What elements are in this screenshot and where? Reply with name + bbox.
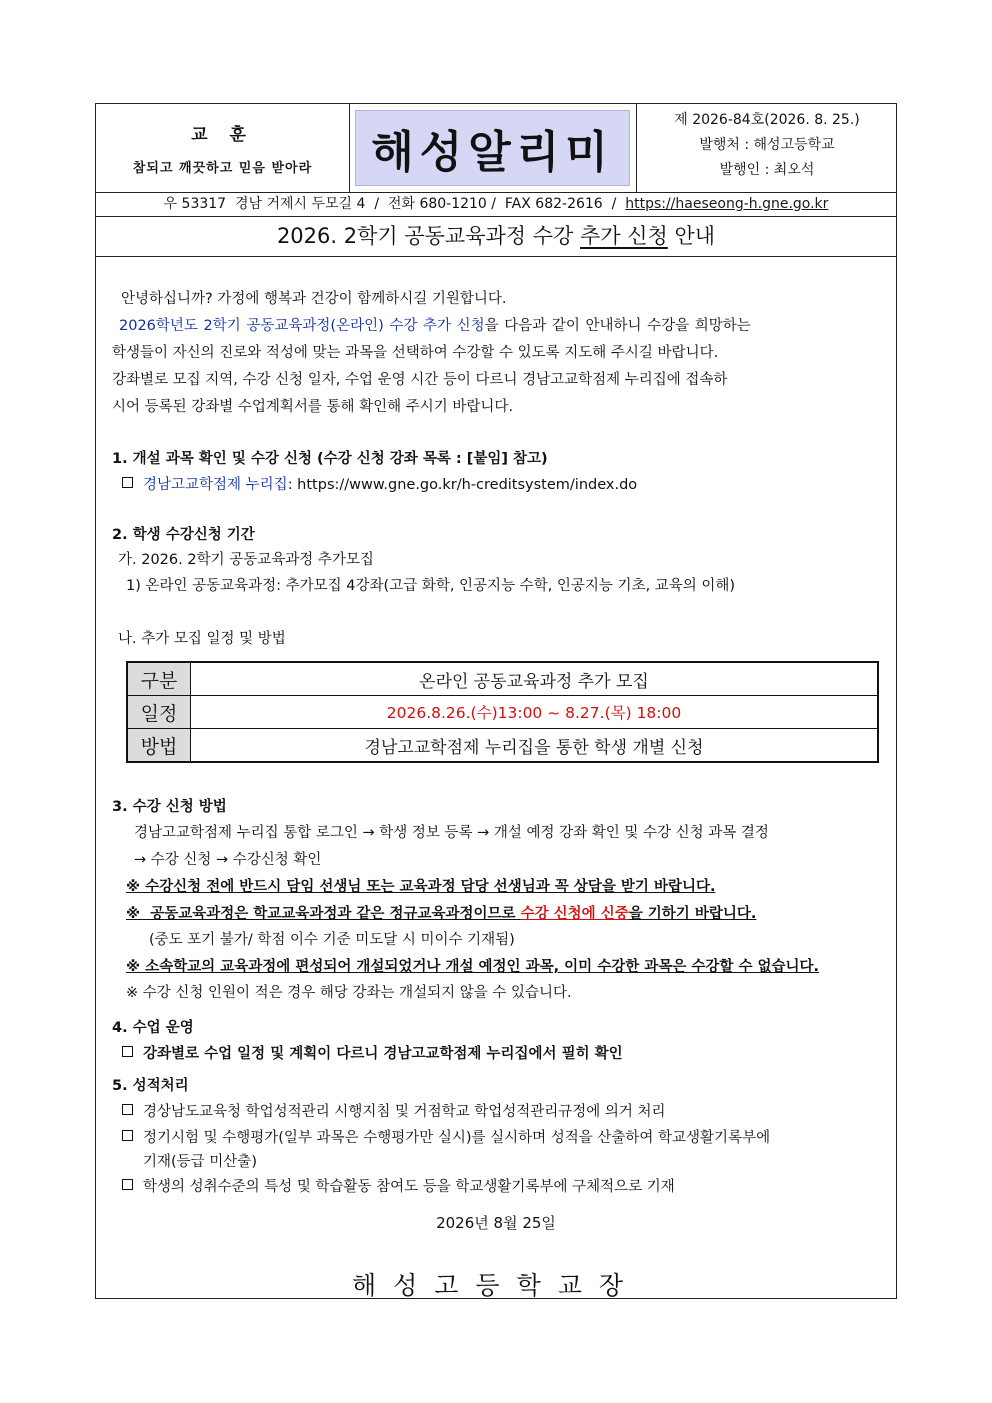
section-5-item-2-text: 정기시험 및 수행평가(일부 과목은 수행평가만 실시)를 실시하며 성적을 산출하여 학교생활기록부에 bbox=[143, 1130, 771, 1146]
note-2-red: 수강 신청에 신중 bbox=[520, 906, 629, 922]
section-2-sub-a: 가. 2026. 2학기 공동교육과정 추가모집 bbox=[118, 552, 374, 568]
intro-highlight: 2026학년도 2학기 공동교육과정(온라인) 수강 추가 신청 bbox=[119, 318, 485, 334]
checkbox-icon bbox=[122, 1130, 133, 1141]
table-label-schedule: 일정 bbox=[127, 696, 191, 729]
intro-line-3: 학생들이 자신의 진로와 적성에 맞는 과목을 선택하여 수강할 수 있도록 지도해 주시길 바랍니다. bbox=[112, 345, 719, 361]
school-url-link[interactable]: https://haeseong-h.gne.go.kr bbox=[625, 196, 829, 212]
title-pre: 2026. 2학기 공동교육과정 수강 bbox=[276, 224, 580, 248]
section-5-heading: 5. 성적처리 bbox=[112, 1078, 189, 1094]
intro-line-2-rest: 을 다음과 같이 안내하니 수강을 희망하는 bbox=[484, 318, 751, 334]
section-3-note-3: ※ 소속학교의 교육과정에 편성되어 개설되었거나 개설 예정인 과목, 이미 수강한 과목은 수강할 수 없습니다. bbox=[126, 959, 820, 975]
publication-info bbox=[637, 104, 897, 192]
school-motto bbox=[96, 104, 350, 192]
schedule-table bbox=[126, 661, 879, 763]
section-1-item bbox=[122, 475, 637, 495]
table-value-category: 온라인 공동교육과정 추가 모집 bbox=[191, 662, 879, 696]
section-4-item bbox=[122, 1044, 623, 1064]
checkbox-icon bbox=[122, 1104, 133, 1115]
motto-title: 교 훈 bbox=[191, 125, 254, 145]
portal-label: 경남고교학점제 누리집 bbox=[143, 477, 288, 493]
table-row bbox=[127, 729, 878, 763]
section-4-heading: 4. 수업 운영 bbox=[112, 1020, 194, 1036]
checkbox-icon bbox=[122, 477, 133, 488]
checkbox-icon bbox=[122, 1179, 133, 1190]
portal-url[interactable]: : https://www.gne.go.kr/h-creditsystem/index.do bbox=[287, 477, 638, 493]
address-bar bbox=[96, 192, 896, 217]
section-3-note-2-sub: (중도 포기 불가/ 학점 이수 기준 미도달 시 미이수 기재됨) bbox=[149, 932, 515, 948]
section-2-sub-b: 나. 추가 모집 일정 및 방법 bbox=[118, 631, 286, 647]
table-row bbox=[127, 662, 878, 696]
section-5-item-1-text: 경상남도교육청 학업성적관리 시행지침 및 거점학교 학업성적관리규정에 의거 처리 bbox=[143, 1104, 666, 1120]
motto-text: 참되고 깨끗하고 믿음 받아라 bbox=[132, 161, 313, 176]
section-5-item-1 bbox=[122, 1102, 666, 1122]
section-2-heading: 2. 학생 수강신청 기간 bbox=[112, 527, 255, 543]
table-row bbox=[127, 696, 878, 729]
doc-number: 제 2026-84호(2026. 8. 25.) bbox=[674, 112, 860, 128]
banner-cell bbox=[349, 104, 637, 192]
intro-line-2 bbox=[119, 316, 751, 336]
title-post: 안내 bbox=[667, 224, 716, 248]
section-5-item-3 bbox=[122, 1177, 675, 1197]
section-1-heading: 1. 개설 과목 확인 및 수강 신청 (수강 신청 강좌 목록 : [붙임] 참고) bbox=[112, 451, 548, 467]
publisher: 발행처 : 해성고등학교 bbox=[699, 137, 835, 153]
section-2-sub-a1: 1) 온라인 공동교육과정: 추가모집 4강좌(고급 화학, 인공지능 수학, 인공지능 기초, 교육의 이해) bbox=[126, 578, 736, 594]
section-5-item-2-cont: 기재(등급 미산출) bbox=[143, 1154, 257, 1170]
checkbox-icon bbox=[122, 1046, 133, 1057]
section-5-item-3-text: 학생의 성취수준의 특성 및 학습활동 참여도 등을 학교생활기록부에 구체적으로 기재 bbox=[143, 1179, 675, 1195]
note-2-post: 을 기하기 바랍니다. bbox=[628, 906, 757, 922]
table-label-method: 방법 bbox=[127, 729, 191, 763]
issuer: 발행인 : 최오석 bbox=[719, 162, 815, 178]
intro-line-1: 안녕하십니까? 가정에 행복과 건강이 함께하시길 기원합니다. bbox=[121, 291, 507, 307]
principal-signature: 해성고등학교장 bbox=[351, 1271, 641, 1300]
newsletter-banner: 해성알리미 bbox=[355, 110, 630, 186]
section-4-item-text: 강좌별로 수업 일정 및 계획이 다르니 경남고교학점제 누리집에서 필히 확인 bbox=[143, 1046, 623, 1062]
table-value-schedule: 2026.8.26.(수)13:00 ~ 8.27.(목) 18:00 bbox=[191, 696, 879, 729]
title-divider bbox=[96, 256, 896, 257]
section-3-note-2 bbox=[126, 904, 756, 924]
address-text: 우 53317 경남 거제시 두모길 4 / 전화 680-1210 / FAX 682-2616 / bbox=[163, 196, 626, 212]
title-underlined: 추가 신청 bbox=[579, 224, 668, 248]
section-5-item-2 bbox=[122, 1128, 770, 1148]
header bbox=[96, 104, 896, 193]
issue-date: 2026년 8월 25일 bbox=[436, 1214, 556, 1232]
section-3-flow-1: 경남고교학점제 누리집 통합 로그인 → 학생 정보 등록 → 개설 예정 강좌 확인 및 수강 신청 과목 결정 bbox=[134, 825, 769, 841]
intro-line-4: 강좌별로 모집 지역, 수강 신청 일자, 수업 운영 시간 등이 다르니 경남고교학점제 누리집에 접속하 bbox=[112, 372, 728, 388]
note-2-pre: ※ 공동교육과정은 학교교육과정과 같은 정규교육과정이므로 bbox=[126, 906, 521, 922]
page-title bbox=[96, 219, 896, 253]
table-label-category: 구분 bbox=[127, 662, 191, 696]
table-value-method: 경남고교학점제 누리집을 통한 학생 개별 신청 bbox=[191, 729, 879, 763]
section-3-heading: 3. 수강 신청 방법 bbox=[112, 799, 227, 815]
section-3-note-4: ※ 수강 신청 인원이 적은 경우 해당 강좌는 개설되지 않을 수 있습니다. bbox=[126, 985, 572, 1001]
intro-line-5: 시어 등록된 강좌별 수업계획서를 통해 확인해 주시기 바랍니다. bbox=[112, 399, 514, 415]
section-3-flow-2: → 수강 신청 → 수강신청 확인 bbox=[134, 852, 322, 868]
section-3-note-1: ※ 수강신청 전에 반드시 담임 선생님 또는 교육과정 담당 선생님과 꼭 상담을 받기 바랍니다. bbox=[126, 879, 716, 895]
newsletter-frame bbox=[95, 103, 897, 1299]
